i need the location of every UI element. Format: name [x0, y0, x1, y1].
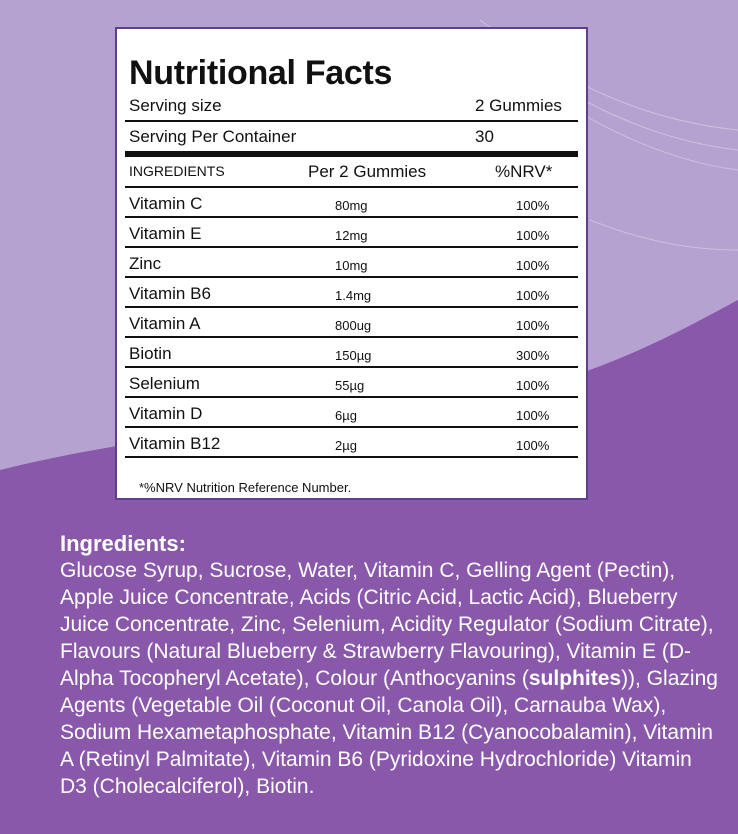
nutrient-name: Vitamin D: [129, 404, 203, 423]
footnote: *%NRV Nutrition Reference Number.: [139, 480, 352, 495]
serving-size-row: [125, 91, 578, 122]
nutrient-amount: 2µg: [335, 438, 357, 453]
nutrient-name: Vitamin B6: [129, 284, 211, 303]
ingredients-heading: Ingredients:: [60, 531, 186, 556]
nutrient-row: [125, 398, 578, 428]
nutrient-nrv: 100%: [516, 438, 550, 453]
col-nrv: %NRV*: [495, 162, 553, 181]
nutrient-row: [125, 188, 578, 218]
nutrient-row: [125, 428, 578, 458]
servings-row: [125, 122, 578, 157]
col-ingredients: INGREDIENTS: [129, 163, 225, 179]
nutrient-row: [125, 278, 578, 308]
serving-size-label: Serving size: [129, 96, 222, 115]
nutrient-amount: 10mg: [335, 258, 368, 273]
nutrient-amount: 55µg: [335, 378, 365, 393]
nutrient-name: Selenium: [129, 374, 200, 393]
nutrient-amount: 80mg: [335, 198, 368, 213]
nutrient-list: [125, 188, 578, 458]
nutrient-name: Vitamin C: [129, 194, 203, 213]
allergen-text: sulphites: [528, 667, 622, 690]
nutrient-name: Vitamin B12: [129, 434, 221, 453]
nutrient-nrv: 100%: [516, 378, 550, 393]
ingredients-text-after: )), Glazing Agents (Vegetable Oil (Coconut Oil, Canola Oil), Carnauba Wax), Sodium Hexametaphosphate, Vitamin B12 (Cyanocobalamin), Vitamin A (Retinyl Palmitate), Vitamin B6 (Pyridoxine Hydrochloride) Vitamin D3 (Cholecalciferol), Biotin.: [60, 667, 718, 798]
nutrient-nrv: 100%: [516, 318, 550, 333]
nutrient-amount: 150µg: [335, 348, 372, 363]
nutrient-amount: 1.4mg: [335, 288, 372, 303]
servings-value: 30: [475, 127, 494, 146]
table-header: [125, 157, 578, 188]
nutrient-nrv: 100%: [516, 258, 550, 273]
nutrient-nrv: 100%: [516, 288, 550, 303]
nutrient-nrv: 100%: [516, 198, 550, 213]
nutrient-name: Zinc: [129, 254, 162, 273]
nutrient-name: Vitamin E: [129, 224, 202, 243]
ingredients-block: [60, 530, 720, 800]
nutrient-amount: 12mg: [335, 228, 368, 243]
nutrient-nrv: 100%: [516, 408, 550, 423]
nutrient-amount: 6µg: [335, 408, 357, 423]
nutrient-row: [125, 368, 578, 398]
nutrient-row: [125, 308, 578, 338]
nutrient-nrv: 100%: [516, 228, 550, 243]
serving-size-value: 2 Gummies: [475, 96, 562, 115]
nutrient-row: [125, 218, 578, 248]
nutrient-name: Vitamin A: [129, 314, 201, 333]
nutrition-facts-panel: [115, 27, 588, 500]
nutrient-name: Biotin: [129, 344, 172, 363]
ingredients-text: [60, 557, 720, 800]
col-amount: Per 2 Gummies: [308, 162, 427, 181]
ingredients-text-before: Glucose Syrup, Sucrose, Water, Vitamin C, Gelling Agent (Pectin), Apple Juice Concentrate, Acids (Citric Acid, Lactic Acid), Blueberry Juice Concentrate, Zinc, Selenium, Acidity Regulator (Sodium Citrate), Flavours (Natural Blueberry & Strawberry Flavouring), Vitamin E (D-Alpha Tocopheryl Acetate), Colour (Anthocyanins (: [60, 559, 714, 690]
nutrient-row: [125, 338, 578, 368]
panel-title: Nutritional Facts: [129, 54, 393, 92]
nutrient-nrv: 300%: [516, 348, 550, 363]
nutrient-amount: 800ug: [335, 318, 372, 333]
nutrient-row: [125, 248, 578, 278]
servings-label: Serving Per Container: [129, 127, 297, 146]
